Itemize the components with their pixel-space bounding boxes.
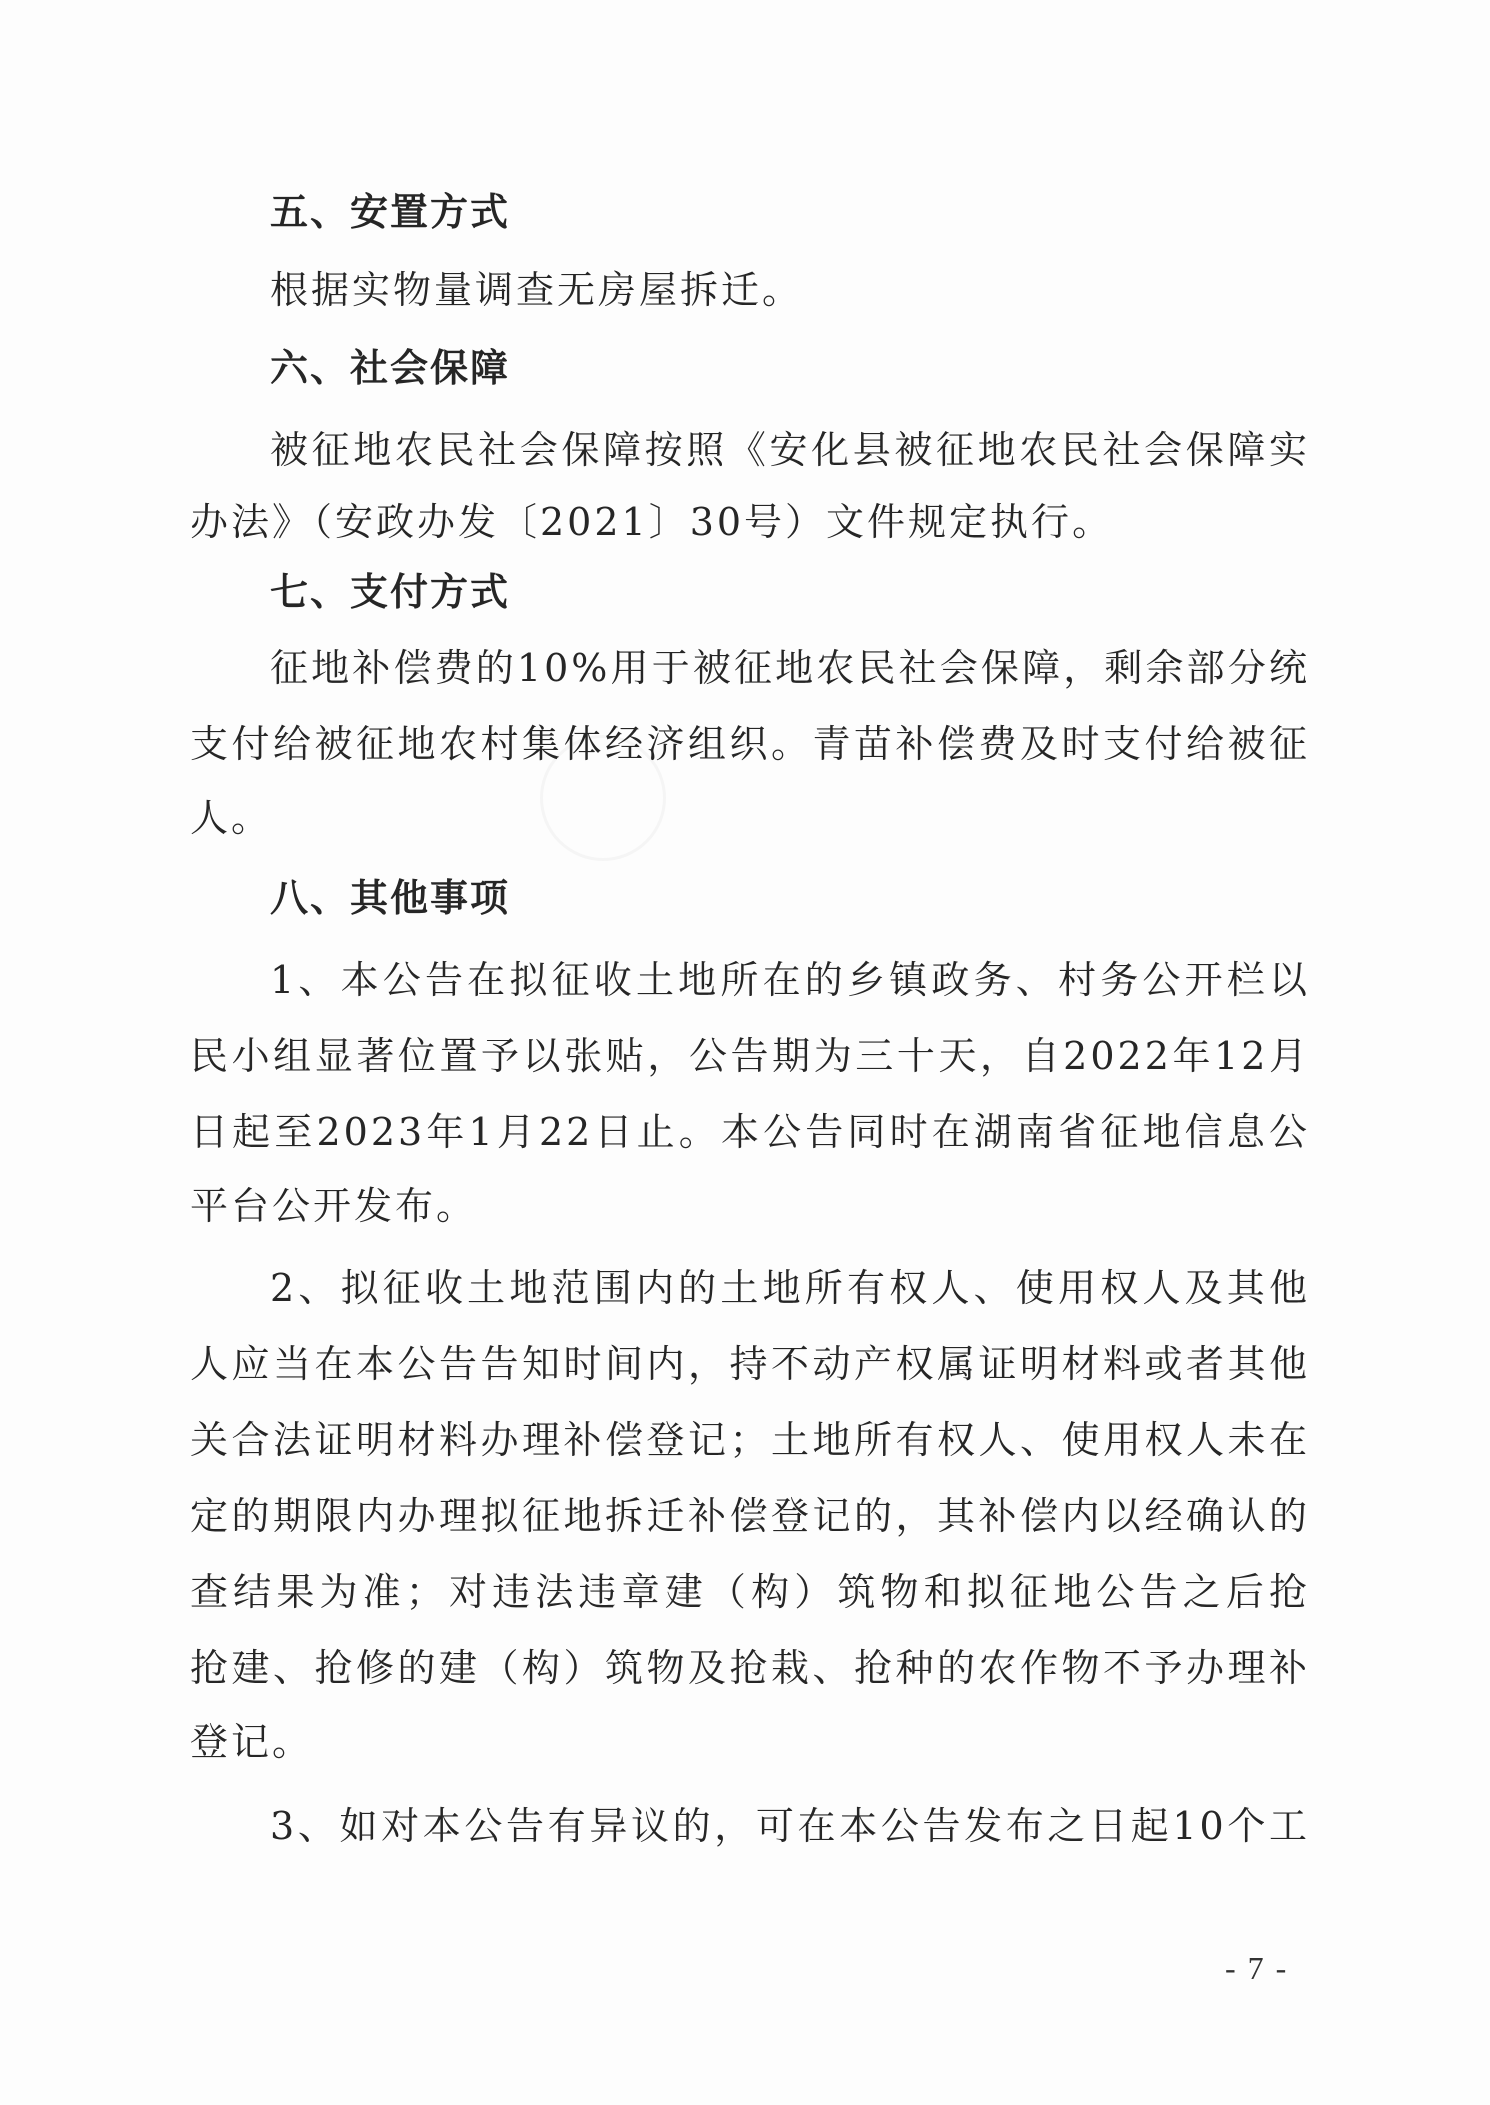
paragraph-line: 抢建、抢修的建（构）筑物及抢栽、抢种的农作物不予办理补 [190,1646,1310,1690]
paragraph-line: 被征地农民社会保障按照《安化县被征地农民社会保障实 [270,428,1310,472]
paragraph-line: 1、本公告在拟征收土地所在的乡镇政务、村务公开栏以 [270,958,1310,1002]
paragraph-line: 定的期限内办理拟征地拆迁补偿登记的，其补偿内以经确认的 [190,1494,1310,1538]
paragraph-line: 根据实物量调查无房屋拆迁。 [270,268,804,312]
section-heading-6: 六、社会保障 [270,346,511,390]
paragraph-line: 2、拟征收土地范围内的土地所有权人、使用权人及其他 [270,1266,1310,1310]
paragraph-line: 查结果为准；对违法违章建（构）筑物和拟征地公告之后抢 [190,1570,1310,1614]
paragraph-line: 人。 [190,796,273,840]
section-heading-8: 八、其他事项 [270,876,511,920]
paragraph-line: 征地补偿费的10%用于被征地农民社会保障，剩余部分统 [270,646,1310,690]
paragraph-line: 办法》（安政办发〔2021〕30号）文件规定执行。 [190,500,1114,544]
paragraph-line: 日起至2023年1月22日止。本公告同时在湖南省征地信息公 [190,1110,1310,1154]
section-heading-7: 七、支付方式 [270,570,511,614]
section-heading-5: 五、安置方式 [270,190,511,234]
paragraph-line: 平台公开发布。 [190,1184,478,1228]
paragraph-line: 关合法证明材料办理补偿登记；土地所有权人、使用权人未在 [190,1418,1310,1462]
page-number: - 7 - [1225,1950,1289,1986]
paragraph-line: 登记。 [190,1720,314,1764]
paragraph-line: 3、如对本公告有异议的，可在本公告发布之日起10个工 [270,1804,1310,1848]
paragraph-line: 民小组显著位置予以张贴，公告期为三十天，自2022年12月 [190,1034,1310,1078]
paragraph-line: 支付给被征地农村集体经济组织。青苗补偿费及时支付给被征 [190,722,1310,766]
paragraph-line: 人应当在本公告告知时间内，持不动产权属证明材料或者其他 [190,1342,1310,1386]
